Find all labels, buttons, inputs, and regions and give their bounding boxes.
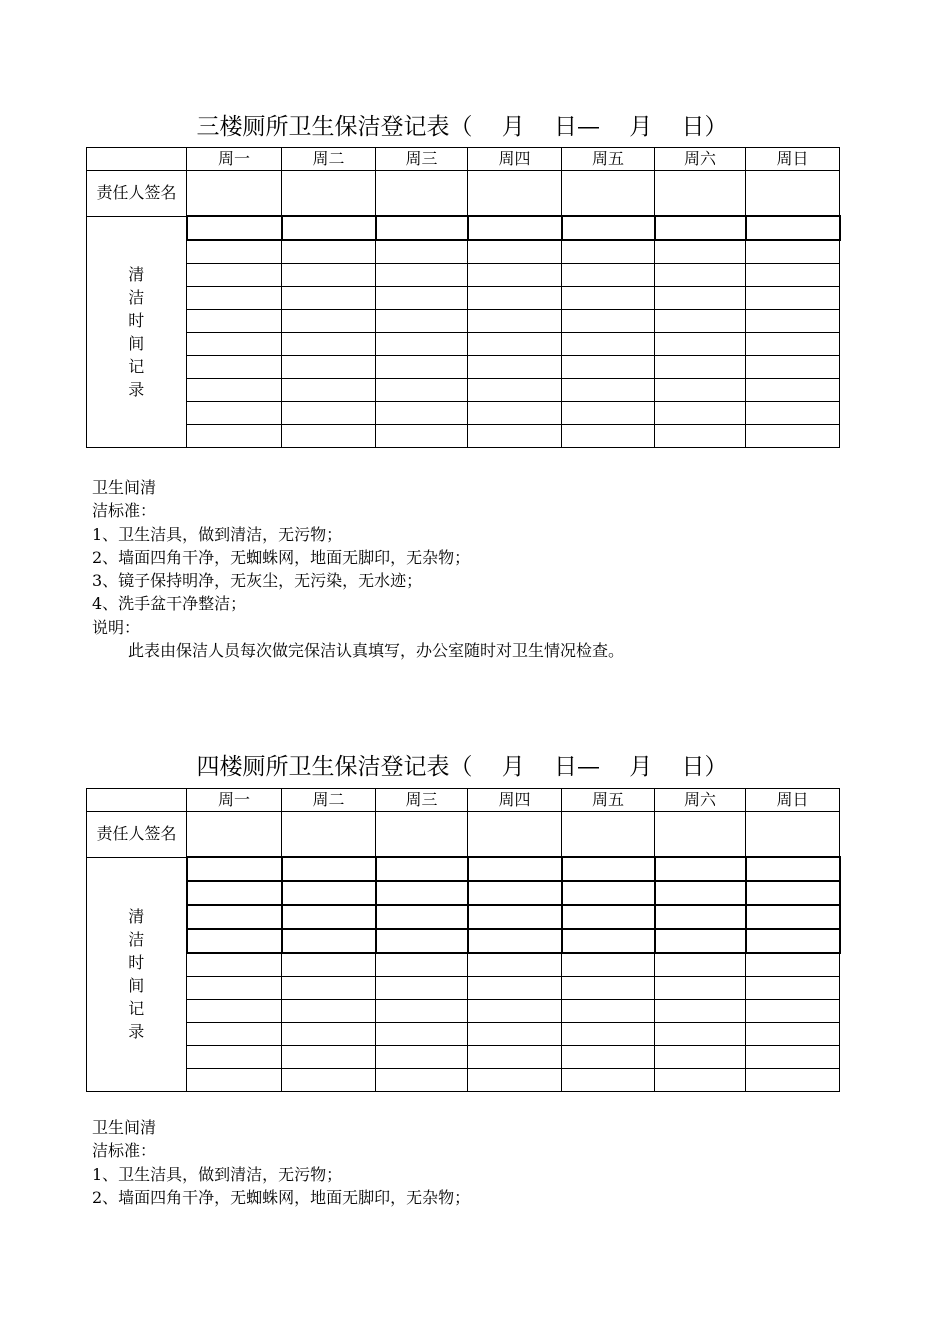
record-label-cell: [87, 216, 187, 448]
record-cell[interactable]: [746, 1069, 840, 1092]
record-cell[interactable]: [746, 240, 840, 264]
record-cell[interactable]: [282, 379, 376, 402]
record-cell[interactable]: [187, 953, 282, 977]
record-cell[interactable]: [468, 379, 562, 402]
record-cell[interactable]: [282, 905, 376, 929]
record-cell[interactable]: [187, 1023, 282, 1046]
note-line: 1、卫生洁具，做到清洁，无污物；: [92, 524, 343, 544]
record-cell[interactable]: [187, 379, 282, 402]
record-cell[interactable]: [468, 287, 562, 310]
signature-cell[interactable]: [376, 171, 468, 217]
record-cell[interactable]: [282, 881, 376, 905]
record-cell[interactable]: [468, 1069, 562, 1092]
record-cell[interactable]: [282, 240, 376, 264]
record-cell[interactable]: [187, 216, 282, 240]
record-cell[interactable]: [746, 425, 840, 448]
record-cell[interactable]: [655, 1069, 746, 1092]
record-cell[interactable]: [282, 333, 376, 356]
record-cell[interactable]: [655, 881, 746, 905]
record-cell[interactable]: [746, 1046, 840, 1069]
signature-cell[interactable]: [562, 812, 655, 858]
signature-label: 责任人签名: [96, 183, 177, 203]
day-header: 周日: [746, 789, 840, 812]
day-header: 周四: [468, 789, 562, 812]
record-cell[interactable]: [655, 425, 746, 448]
record-cell[interactable]: [468, 905, 562, 929]
signature-cell[interactable]: [468, 812, 562, 858]
record-cell[interactable]: [655, 953, 746, 977]
note-line: 2、墙面四角干净，无蜘蛛网，地面无脚印，无杂物；: [92, 547, 471, 567]
note-line: 卫生间清: [92, 478, 157, 497]
record-cell[interactable]: [562, 1000, 655, 1023]
signature-cell[interactable]: [376, 812, 468, 858]
day-header: 周二: [282, 148, 376, 171]
record-cell[interactable]: [655, 310, 746, 333]
section-title: 四楼厕所卫生保洁登记表（ 月 日— 月 日）: [196, 754, 728, 780]
signature-cell[interactable]: [746, 171, 840, 217]
record-cell[interactable]: [376, 857, 468, 881]
record-cell[interactable]: [562, 310, 655, 333]
record-cell[interactable]: [376, 310, 468, 333]
record-cell[interactable]: [468, 929, 562, 953]
day-header: 周六: [655, 148, 746, 171]
note-line: 洁标准：: [92, 1141, 157, 1161]
note-line: 4、洗手盆干净整洁；: [92, 594, 247, 614]
record-cell[interactable]: [468, 953, 562, 977]
record-cell[interactable]: [746, 953, 840, 977]
record-cell[interactable]: [376, 977, 468, 1000]
record-cell[interactable]: [282, 216, 376, 240]
record-cell[interactable]: [187, 1069, 282, 1092]
record-cell[interactable]: [187, 977, 282, 1000]
record-cell[interactable]: [655, 905, 746, 929]
record-cell[interactable]: [282, 287, 376, 310]
record-cell[interactable]: [376, 333, 468, 356]
record-cell[interactable]: [376, 287, 468, 310]
record-cell[interactable]: [187, 402, 282, 425]
record-cell[interactable]: [746, 216, 840, 240]
signature-cell[interactable]: [282, 171, 376, 217]
record-cell[interactable]: [282, 977, 376, 1000]
record-cell[interactable]: [187, 264, 282, 287]
cleaning-log-table: [86, 147, 841, 448]
record-cell[interactable]: [746, 310, 840, 333]
record-cell[interactable]: [376, 264, 468, 287]
record-cell[interactable]: [655, 240, 746, 264]
record-cell[interactable]: [562, 977, 655, 1000]
note-line: 卫生间清: [92, 1118, 157, 1137]
record-cell[interactable]: [187, 905, 282, 929]
record-cell[interactable]: [376, 216, 468, 240]
record-cell[interactable]: [655, 402, 746, 425]
record-cell[interactable]: [376, 1000, 468, 1023]
record-cell[interactable]: [746, 379, 840, 402]
record-label-cell: [87, 857, 187, 1092]
record-cell[interactable]: [746, 1000, 840, 1023]
record-cell[interactable]: [468, 1023, 562, 1046]
signature-cell[interactable]: [468, 171, 562, 217]
record-cell[interactable]: [187, 425, 282, 448]
day-header: 周四: [468, 148, 562, 171]
record-cell[interactable]: [376, 1069, 468, 1092]
signature-label-cell: [87, 812, 187, 858]
record-cell[interactable]: [562, 857, 655, 881]
record-label: 清洁时间记录: [128, 264, 145, 399]
record-cell[interactable]: [282, 356, 376, 379]
signature-cell[interactable]: [187, 171, 282, 217]
record-cell[interactable]: [376, 953, 468, 977]
signature-cell[interactable]: [187, 812, 282, 858]
record-cell[interactable]: [282, 1023, 376, 1046]
record-cell[interactable]: [746, 264, 840, 287]
record-cell[interactable]: [376, 1046, 468, 1069]
record-cell[interactable]: [468, 264, 562, 287]
record-cell[interactable]: [562, 425, 655, 448]
record-cell[interactable]: [562, 216, 655, 240]
record-cell[interactable]: [562, 333, 655, 356]
record-cell[interactable]: [282, 857, 376, 881]
day-header: 周一: [187, 789, 282, 812]
record-cell[interactable]: [655, 857, 746, 881]
record-cell[interactable]: [562, 356, 655, 379]
record-cell[interactable]: [468, 977, 562, 1000]
record-cell[interactable]: [376, 929, 468, 953]
record-cell[interactable]: [376, 379, 468, 402]
record-cell[interactable]: [282, 425, 376, 448]
record-cell[interactable]: [655, 287, 746, 310]
record-cell[interactable]: [746, 857, 840, 881]
note-line: 说明：: [92, 617, 141, 637]
record-cell[interactable]: [187, 287, 282, 310]
record-cell[interactable]: [282, 1000, 376, 1023]
corner-cell: [87, 148, 187, 171]
day-header: 周一: [187, 148, 282, 171]
record-cell[interactable]: [562, 264, 655, 287]
record-cell[interactable]: [746, 1023, 840, 1046]
record-cell[interactable]: [655, 264, 746, 287]
record-cell[interactable]: [655, 333, 746, 356]
record-cell[interactable]: [562, 881, 655, 905]
record-cell[interactable]: [376, 905, 468, 929]
record-cell[interactable]: [376, 240, 468, 264]
record-cell[interactable]: [468, 356, 562, 379]
signature-label: 责任人签名: [96, 824, 177, 844]
day-header: 周五: [562, 148, 655, 171]
record-cell[interactable]: [282, 310, 376, 333]
record-cell[interactable]: [468, 881, 562, 905]
record-cell[interactable]: [282, 1046, 376, 1069]
record-cell[interactable]: [746, 977, 840, 1000]
record-cell[interactable]: [562, 240, 655, 264]
record-cell[interactable]: [468, 425, 562, 448]
record-cell[interactable]: [655, 356, 746, 379]
record-cell[interactable]: [468, 333, 562, 356]
record-cell[interactable]: [468, 216, 562, 240]
record-cell[interactable]: [562, 402, 655, 425]
signature-cell[interactable]: [655, 171, 746, 217]
record-cell[interactable]: [562, 929, 655, 953]
record-cell[interactable]: [655, 1046, 746, 1069]
record-cell[interactable]: [282, 264, 376, 287]
record-cell[interactable]: [562, 953, 655, 977]
record-cell[interactable]: [468, 310, 562, 333]
record-cell[interactable]: [562, 905, 655, 929]
record-cell[interactable]: [746, 905, 840, 929]
note-line: 洁标准：: [92, 501, 157, 521]
record-cell[interactable]: [655, 1023, 746, 1046]
record-cell[interactable]: [187, 929, 282, 953]
record-cell[interactable]: [655, 929, 746, 953]
record-cell[interactable]: [562, 1023, 655, 1046]
record-cell[interactable]: [468, 240, 562, 264]
record-cell[interactable]: [746, 333, 840, 356]
cleaning-log-table: [86, 788, 841, 1092]
signature-cell[interactable]: [655, 812, 746, 858]
record-cell[interactable]: [746, 402, 840, 425]
note-line: 2、墙面四角干净，无蜘蛛网，地面无脚印，无杂物；: [92, 1187, 471, 1207]
note-line: 此表由保洁人员每次做完保洁认真填写，办公室随时对卫生情况检查。: [128, 641, 625, 661]
record-cell[interactable]: [376, 356, 468, 379]
record-cell[interactable]: [468, 402, 562, 425]
record-cell[interactable]: [187, 240, 282, 264]
section-title: 三楼厕所卫生保洁登记表（ 月 日— 月 日）: [196, 114, 728, 140]
record-cell[interactable]: [468, 1000, 562, 1023]
corner-cell: [87, 789, 187, 812]
record-cell[interactable]: [746, 356, 840, 379]
hygiene-standards: [92, 1116, 852, 1209]
hygiene-standards: [92, 476, 852, 662]
record-cell[interactable]: [187, 310, 282, 333]
record-label: 清洁时间记录: [128, 907, 145, 1042]
note-line: 3、镜子保持明净，无灰尘，无污染，无水迹；: [92, 571, 423, 591]
record-cell[interactable]: [746, 929, 840, 953]
record-cell[interactable]: [376, 1023, 468, 1046]
day-header: 周五: [562, 789, 655, 812]
record-cell[interactable]: [282, 953, 376, 977]
record-cell[interactable]: [746, 287, 840, 310]
record-cell[interactable]: [746, 881, 840, 905]
day-header: 周三: [376, 148, 468, 171]
record-cell[interactable]: [562, 1069, 655, 1092]
record-cell[interactable]: [282, 1069, 376, 1092]
record-cell[interactable]: [187, 356, 282, 379]
record-cell[interactable]: [187, 857, 282, 881]
record-cell[interactable]: [655, 216, 746, 240]
record-cell[interactable]: [655, 1000, 746, 1023]
record-cell[interactable]: [655, 977, 746, 1000]
record-cell[interactable]: [376, 881, 468, 905]
record-cell[interactable]: [282, 402, 376, 425]
record-cell[interactable]: [562, 1046, 655, 1069]
record-cell[interactable]: [376, 402, 468, 425]
day-header: 周六: [655, 789, 746, 812]
signature-cell[interactable]: [282, 812, 376, 858]
record-cell[interactable]: [187, 333, 282, 356]
record-cell[interactable]: [468, 1046, 562, 1069]
record-cell[interactable]: [376, 425, 468, 448]
record-cell[interactable]: [562, 379, 655, 402]
signature-cell[interactable]: [746, 812, 840, 858]
record-cell[interactable]: [562, 287, 655, 310]
day-header: 周二: [282, 789, 376, 812]
signature-cell[interactable]: [562, 171, 655, 217]
day-header: 周三: [376, 789, 468, 812]
record-cell[interactable]: [187, 1000, 282, 1023]
record-cell[interactable]: [655, 379, 746, 402]
record-cell[interactable]: [468, 857, 562, 881]
note-line: 1、卫生洁具，做到清洁，无污物；: [92, 1164, 343, 1184]
record-cell[interactable]: [282, 929, 376, 953]
signature-label-cell: [87, 171, 187, 217]
record-cell[interactable]: [187, 881, 282, 905]
record-cell[interactable]: [187, 1046, 282, 1069]
day-header: 周日: [746, 148, 840, 171]
